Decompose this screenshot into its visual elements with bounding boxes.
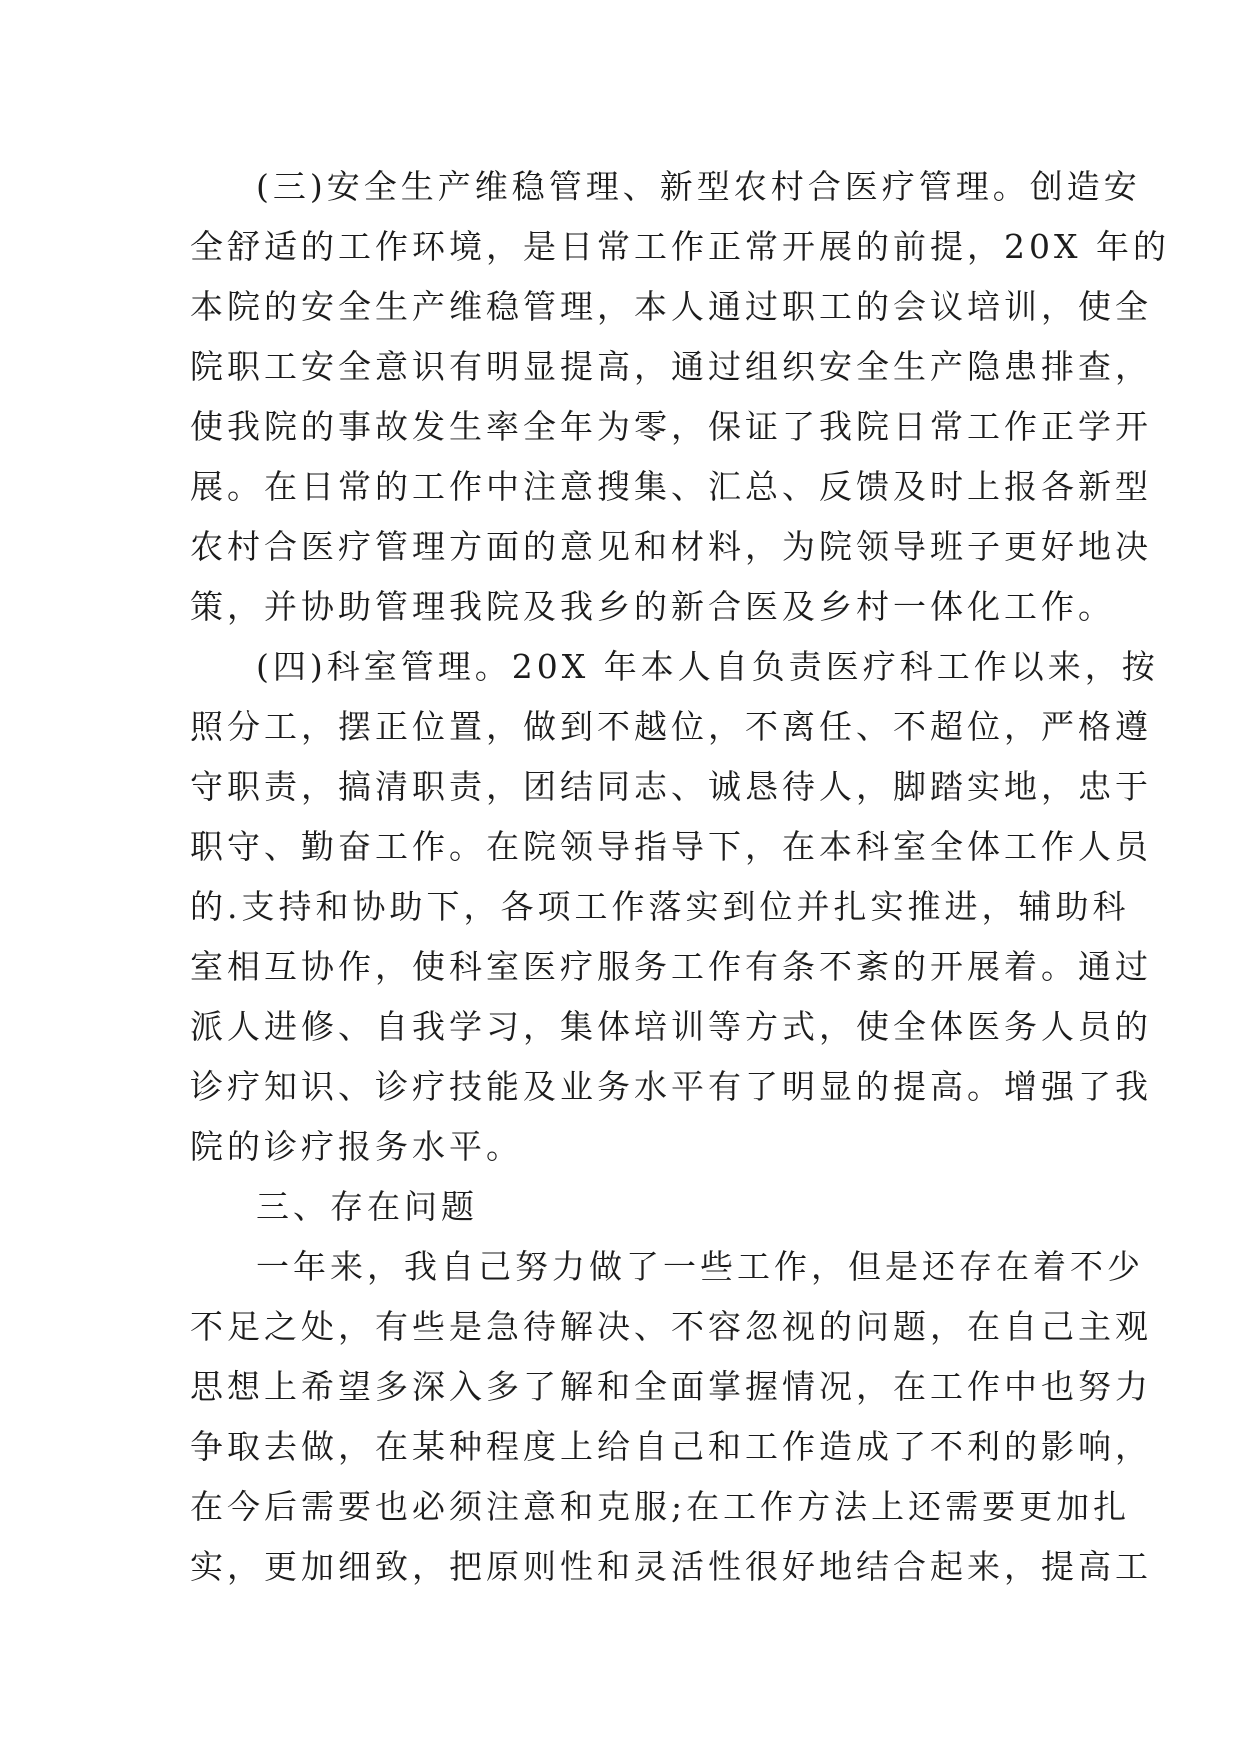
paragraph-line: 本院的安全生产维稳管理，本人通过职工的会议培训，使全 [190, 287, 1152, 326]
paragraph-line: 诊疗知识、诊疗技能及业务水平有了明显的提高。增强了我 [190, 1067, 1152, 1106]
paragraph-line: 实，更加细致，把原则性和灵活性很好地结合起来，提高工 [190, 1547, 1152, 1586]
paragraph-line: 争取去做，在某种程度上给自己和工作造成了不利的影响， [190, 1427, 1152, 1466]
document-body [190, 157, 1170, 1597]
paragraph-line: 使我院的事故发生率全年为零，保证了我院日常工作正学开 [190, 407, 1152, 446]
section-heading: 三、存在问题 [256, 1187, 478, 1226]
paragraph-line: 全舒适的工作环境，是日常工作正常开展的前提，20X 年的 [190, 227, 1170, 266]
paragraph-line: 在今后需要也必须注意和克服;在工作方法上还需要更加扎 [190, 1487, 1131, 1526]
paragraph-line: 照分工，摆正位置，做到不越位，不离任、不超位，严格遵 [190, 707, 1152, 746]
paragraph-line: 策，并协助管理我院及我乡的新合医及乡村一体化工作。 [190, 587, 1115, 626]
paragraph-line: 农村合医疗管理方面的意见和材料，为院领导班子更好地决 [190, 527, 1152, 566]
paragraph-line: (四)科室管理。20X 年本人自负责医疗科工作以来，按 [256, 647, 1159, 686]
paragraph-line: 思想上希望多深入多了解和全面掌握情况，在工作中也努力 [190, 1367, 1152, 1406]
paragraph-line: 院的诊疗报务水平。 [190, 1127, 523, 1166]
paragraph-line: 守职责，搞清职责，团结同志、诚恳待人，脚踏实地，忠于 [190, 767, 1152, 806]
paragraph-line: 派人进修、自我学习，集体培训等方式，使全体医务人员的 [190, 1007, 1152, 1046]
paragraph-line: 展。在日常的工作中注意搜集、汇总、反馈及时上报各新型 [190, 467, 1152, 506]
paragraph-line: 的.支持和协助下，各项工作落实到位并扎实推进，辅助科 [190, 887, 1130, 926]
paragraph-line: 不足之处，有些是急待解决、不容忽视的问题，在自己主观 [190, 1307, 1152, 1346]
paragraph-line: (三)安全生产维稳管理、新型农村合医疗管理。创造安 [256, 167, 1141, 206]
paragraph-line: 一年来，我自己努力做了一些工作，但是还存在着不少 [256, 1247, 1144, 1286]
paragraph-line: 职守、勤奋工作。在院领导指导下，在本科室全体工作人员 [190, 827, 1152, 866]
paragraph-line: 院职工安全意识有明显提高，通过组织安全生产隐患排查， [190, 347, 1152, 386]
paragraph-line: 室相互协作，使科室医疗服务工作有条不紊的开展着。通过 [190, 947, 1152, 986]
